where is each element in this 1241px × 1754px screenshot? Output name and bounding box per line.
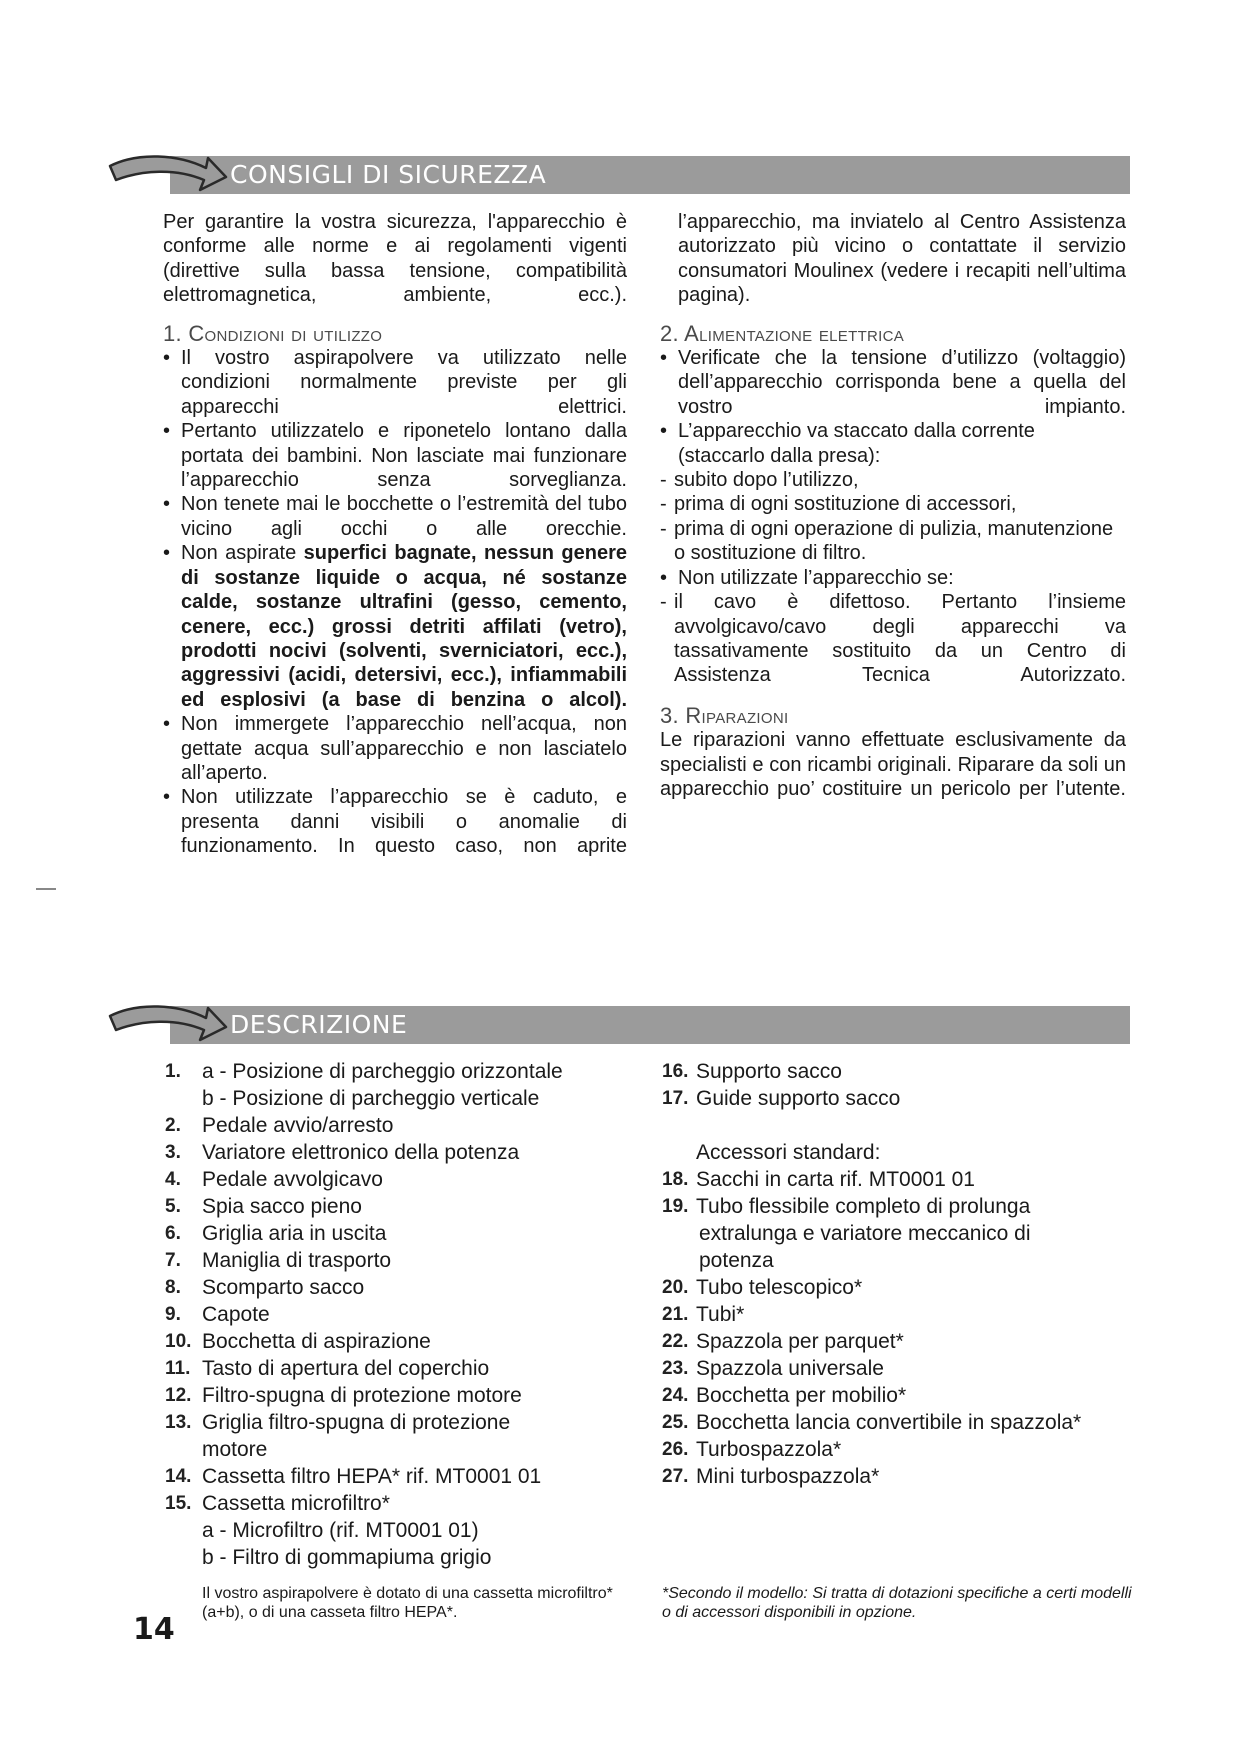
parts-list-right — [662, 1058, 1132, 1490]
margin-mark — [36, 888, 56, 890]
item-text: a - Posizione di parcheggio orizzontale — [202, 1060, 563, 1083]
item-number: 19. — [662, 1196, 689, 1217]
list-item — [662, 1463, 1132, 1490]
bullet-item: • Verificate che la tensione d’utilizzo (voltaggio) dell’apparecchio corrisponda bene a quella del vostro impianto. — [660, 346, 1126, 419]
item-number: 13. — [165, 1412, 192, 1433]
list-item — [165, 1247, 645, 1274]
page-number: 14 — [133, 1612, 175, 1647]
repairs-paragraph: Le riparazioni vanno effettuate esclusivamente da specialisti e con ricambi originali. Riparare da soli un apparecchio puo’ costituire un pericolo per l’utente. — [660, 729, 1126, 800]
item-text: Mini turbospazzola* — [696, 1465, 880, 1488]
dash-item: - subito dopo l’utilizzo, — [660, 468, 1126, 492]
item-text: Griglia aria in uscita — [202, 1222, 387, 1245]
left-note: Il vostro aspirapolvere è dotato di una cassetta microfiltro* (a+b), o di una casseta filtro HEPA*. — [202, 1585, 613, 1621]
item-number: 10. — [165, 1331, 192, 1352]
item-text: Tasto di apertura del coperchio — [202, 1357, 490, 1380]
item-number: 11. — [165, 1358, 191, 1379]
bullet-item-warning — [163, 541, 627, 712]
arrow-icon — [108, 1000, 228, 1046]
list-item — [662, 1328, 1132, 1355]
list-item — [165, 1382, 645, 1409]
list-item — [662, 1274, 1132, 1301]
item-number: 23. — [662, 1358, 689, 1379]
item-text: Cassetta microfiltro* — [202, 1492, 390, 1515]
item-text: Tubo flessibile completo di prolunga — [696, 1195, 1031, 1218]
item-number: 27. — [662, 1466, 689, 1487]
bullet-item: • L’apparecchio va staccato dalla corrente (staccarlo dalla presa): — [660, 419, 1126, 468]
list-item — [662, 1382, 1132, 1409]
parts-list-left — [165, 1058, 645, 1571]
parts-list-right-bottom — [662, 1166, 1132, 1490]
list-item — [165, 1463, 645, 1490]
conditions-heading: 1. Condizioni di utilizzo — [163, 320, 383, 346]
item-number: 18. — [662, 1169, 689, 1190]
item-text: Capote — [202, 1303, 270, 1326]
list-item-subline: potenza — [699, 1249, 774, 1272]
bullet-bold-text: superfici bagnate, nessun genere di sostanze liquide o acqua, né sostanze calde, sostanze ultrafini (gesso, cemento, cenere, ecc.) grossi detriti affilati (vetro), prodotti nocivi (solventi, sverniciatori, ecc.), aggressivi (acidi, detersivi, ecc.), infiammabili ed esplosivi (a base di benzina o alcol). — [181, 542, 627, 711]
list-item — [165, 1193, 645, 1220]
item-text: Spazzola per parquet* — [696, 1330, 904, 1353]
list-item — [662, 1409, 1132, 1436]
list-item — [165, 1058, 645, 1085]
item-number: 22. — [662, 1331, 689, 1352]
section-title: CONSIGLI DI SICUREZZA — [230, 160, 547, 189]
list-item — [662, 1355, 1132, 1382]
item-number: 21. — [662, 1304, 689, 1325]
bullet-item: • Non immergete l’apparecchio nell’acqua, non gettate acqua sull’apparecchio e non lasciatelo all’aperto. — [163, 712, 627, 785]
list-item — [165, 1328, 645, 1355]
list-item — [165, 1274, 645, 1301]
section-header-description — [108, 1000, 1130, 1046]
item-number: 17. — [662, 1088, 689, 1109]
list-item — [662, 1193, 1132, 1220]
list-item — [662, 1166, 1132, 1193]
list-item — [662, 1085, 1132, 1112]
list-item — [662, 1436, 1132, 1463]
item-text: Maniglia di trasporto — [202, 1249, 392, 1272]
dash-item: - prima di ogni sostituzione di accessori, — [660, 492, 1126, 516]
list-item — [165, 1301, 645, 1328]
list-item — [662, 1301, 1132, 1328]
repairs-heading: 3. Riparazioni — [660, 702, 789, 728]
item-text: Spazzola universale — [696, 1357, 884, 1380]
item-text: Spia sacco pieno — [202, 1195, 362, 1218]
list-item — [662, 1058, 1132, 1085]
item-text: Griglia filtro-spugna di protezione — [202, 1411, 511, 1434]
list-item-subline: a - Microfiltro (rif. MT0001 01) — [202, 1519, 479, 1542]
bullet-item: • Non utilizzate l’apparecchio se: — [660, 566, 1126, 590]
bullet-item: • Il vostro aspirapolvere va utilizzato nelle condizioni normalmente previste per gli apparecchi elettrici. — [163, 346, 627, 419]
item-text: Turbospazzola* — [696, 1438, 842, 1461]
intro-paragraph: Per garantire la vostra sicurezza, l'apparecchio è conforme alle norme e ai regolamenti vigenti (direttive sulla bassa tensione, compatibilità elettromagnetica, ambiente, ecc.). — [163, 211, 627, 307]
item-number: 12. — [165, 1385, 192, 1406]
section-header-safety — [108, 150, 1130, 196]
safety-left-column — [163, 210, 627, 859]
item-text: Sacchi in carta rif. MT0001 01 — [696, 1168, 975, 1191]
item-number: 14. — [165, 1466, 192, 1487]
item-number: 26. — [662, 1439, 689, 1460]
item-text: Supporto sacco — [696, 1060, 842, 1083]
item-number: 3. — [165, 1142, 181, 1163]
item-text: Guide supporto sacco — [696, 1087, 901, 1110]
parts-list-right-top — [662, 1058, 1132, 1112]
item-number: 9. — [165, 1304, 181, 1325]
continued-paragraph: l’apparecchio, ma inviatelo al Centro Assistenza autorizzato più vicino o contattate il servizio consumatori Moulinex (vedere i recapiti nell’ultima pagina). — [678, 211, 1126, 307]
bullet-item: • Pertanto utilizzatelo e riponetelo lontano dalla portata dei bambini. Non lasciate mai funzionare l’apparecchio senza sorveglianza. — [163, 419, 627, 492]
item-number: 1. — [165, 1061, 181, 1082]
list-item — [165, 1490, 645, 1517]
section-title: DESCRIZIONE — [230, 1010, 408, 1039]
item-text: Scomparto sacco — [202, 1276, 365, 1299]
item-number: 5. — [165, 1196, 181, 1217]
item-number: 2. — [165, 1115, 181, 1136]
item-text: Pedale avvio/arresto — [202, 1114, 394, 1137]
bullet-text: Non aspirate — [181, 542, 297, 565]
bullet-item: • Non tenete mai le bocchette o l’estremità del tubo vicino agli occhi o alle orecchie. — [163, 492, 627, 541]
arrow-icon — [108, 150, 228, 196]
item-text: Bocchetta lancia convertibile in spazzola* — [696, 1411, 1082, 1434]
list-item — [165, 1166, 645, 1193]
item-text: Bocchetta di aspirazione — [202, 1330, 431, 1353]
item-text: Tubi* — [696, 1303, 745, 1326]
item-number: 20. — [662, 1277, 689, 1298]
item-number: 6. — [165, 1223, 181, 1244]
list-item — [165, 1139, 645, 1166]
list-item — [165, 1409, 645, 1436]
bullet-item: • Non utilizzate l’apparecchio se è caduto, e presenta danni visibili o anomalie di funzionamento. In questo caso, non aprite — [163, 785, 627, 858]
list-item — [165, 1112, 645, 1139]
item-text: Variatore elettronico della potenza — [202, 1141, 520, 1164]
item-number: 25. — [662, 1412, 689, 1433]
list-item — [165, 1355, 645, 1382]
item-number: 4. — [165, 1169, 181, 1190]
footnote: *Secondo il modello: Si tratta di dotazioni specifiche a certi modelli o di accessori disponibili in opzione. — [662, 1585, 1132, 1621]
dash-item: - il cavo è difettoso. Pertanto l’insieme avvolgicavo/cavo degli apparecchi va tassativamente sostituito da un Centro di Assistenza Tecnica Autorizzato. — [660, 590, 1126, 688]
list-item-subline: motore — [202, 1438, 268, 1461]
safety-right-column — [660, 210, 1126, 801]
list-item-subline: b - Filtro di gommapiuma grigio — [202, 1546, 492, 1569]
power-heading: 2. Alimentazione elettrica — [660, 320, 905, 346]
item-number: 16. — [662, 1061, 689, 1082]
list-item — [165, 1220, 645, 1247]
dash-item: - prima di ogni operazione di pulizia, manutenzione o sostituzione di filtro. — [660, 517, 1126, 566]
item-number: 24. — [662, 1385, 689, 1406]
item-text: Tubo telescopico* — [696, 1276, 863, 1299]
item-number: 7. — [165, 1250, 181, 1271]
list-item-subline: b - Posizione di parcheggio verticale — [202, 1087, 540, 1110]
item-text: Pedale avvolgicavo — [202, 1168, 383, 1191]
item-text: Bocchetta per mobilio* — [696, 1384, 907, 1407]
accessories-label: Accessori standard: — [696, 1141, 881, 1164]
item-text: Filtro-spugna di protezione motore — [202, 1384, 522, 1407]
item-number: 15. — [165, 1493, 192, 1514]
item-number: 8. — [165, 1277, 181, 1298]
list-item-subline: extralunga e variatore meccanico di — [699, 1222, 1031, 1245]
item-text: Cassetta filtro HEPA* rif. MT0001 01 — [202, 1465, 542, 1488]
